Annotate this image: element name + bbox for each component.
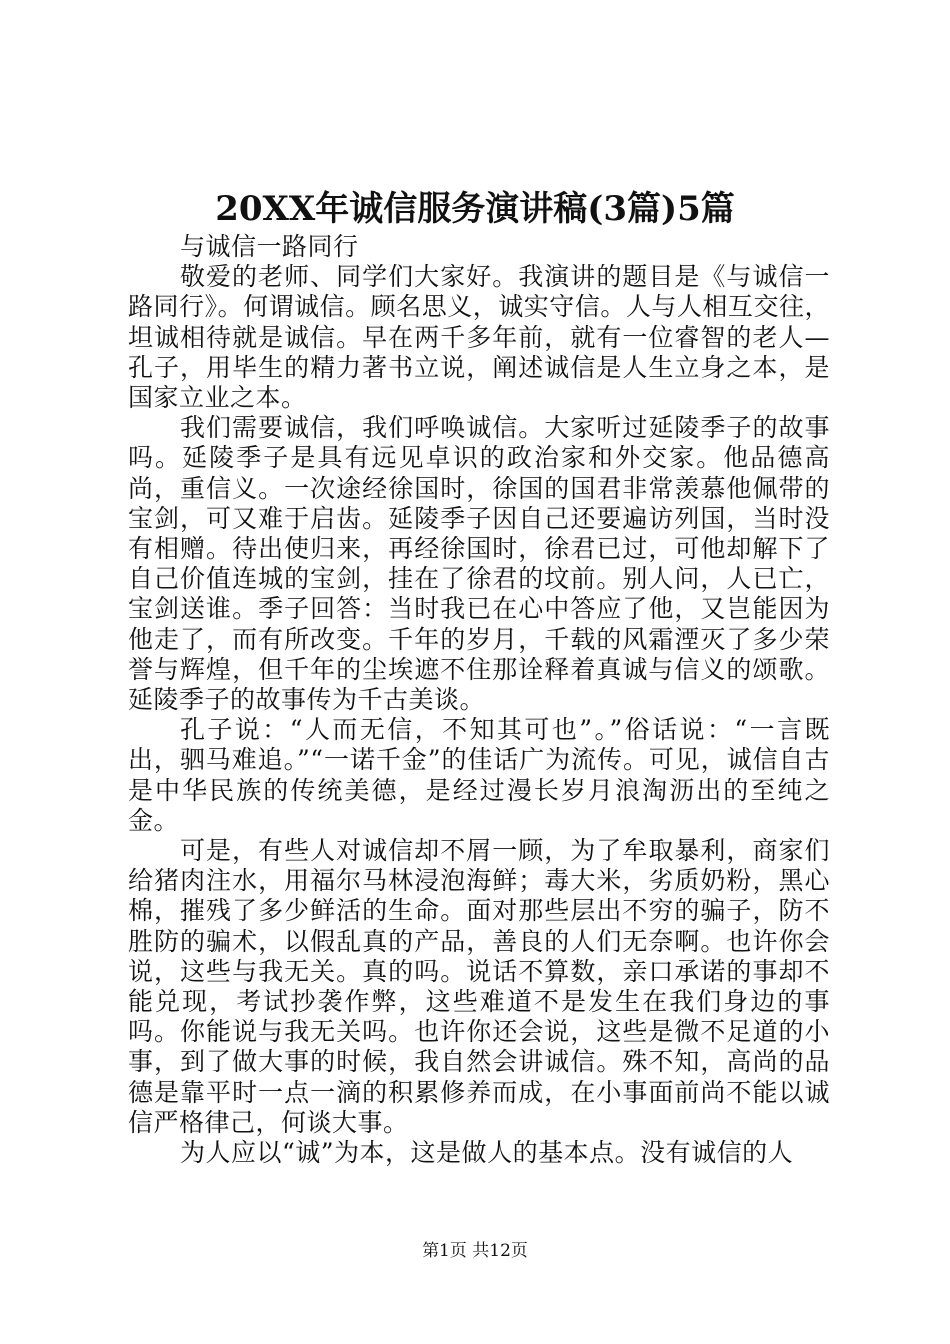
paragraph: 孔子说：“人而无信，不知其可也”。”俗话说：“一言既出，驷马难追。”“一诺千金”的佳话广为流传。可见，诚信自古是中华民族的传统美德，是经过漫长岁月浪淘沥出的至纯之金。 bbox=[128, 715, 830, 835]
paragraph-heading: 与诚信一路同行 bbox=[180, 232, 359, 261]
paragraph: 我们需要诚信，我们呼唤诚信。大家听过延陵季子的故事吗。延陵季子是具有远见卓识的政治家和外交家。他品德高尚，重信义。一次途经徐国时，徐国的国君非常羡慕他佩带的宝剑，可又难于启齿。延陵季子因自己还要遍访列国，当时没有相赠。待出使归来，再经徐国时，徐君已过，可他却解下了自己价值连城的宝剑，挂在了徐君的坟前。别人问，人已亡，宝剑送谁。季子回答：当时我已在心中答应了他，又岂能因为他走了，而有所改变。千年的岁月，千载的风霜湮灭了多少荣誉与辉煌，但千年的尘埃遮不住那诠释着真诚与信义的颂歌。延陵季子的故事传为千古美谈。 bbox=[128, 413, 830, 715]
paragraph: 敬爱的老师、同学们大家好。我演讲的题目是《与诚信一路同行》。何谓诚信。顾名思义，诚实守信。人与人相互交往，坦诚相待就是诚信。早在两千多年前，就有一位睿智的老人—孔子，用毕生的精力著书立说，阐述诚信是人生立身之本，是国家立业之本。 bbox=[128, 262, 830, 413]
paragraph: 为人应以“诚”为本，这是做人的基本点。没有诚信的人 bbox=[180, 1138, 794, 1168]
page-footer: 第1页 共12页 bbox=[422, 1241, 528, 1261]
document-title: 20XX年诚信服务演讲稿(3篇)5篇 bbox=[215, 189, 735, 229]
paragraph: 可是，有些人对诚信却不屑一顾，为了牟取暴利，商家们给猪肉注水，用福尔马林浸泡海鲜；毒大米，劣质奶粉，黑心棉，摧残了多少鲜活的生命。面对那些层出不穷的骗子，防不胜防的骗术，以假乱真的产品，善良的人们无奈啊。也许你会说，这些与我无关。真的吗。说话不算数，亲口承诺的事却不能兑现，考试抄袭作弊，这些难道不是发生在我们身边的事吗。你能说与我无关吗。也许你还会说，这些是微不足道的小事，到了做大事的时候，我自然会讲诚信。殊不知，高尚的品德是靠平时一点一滴的积累修养而成，在小事面前尚不能以诚信严格律己，何谈大事。 bbox=[128, 836, 830, 1137]
document-body bbox=[128, 232, 830, 1168]
